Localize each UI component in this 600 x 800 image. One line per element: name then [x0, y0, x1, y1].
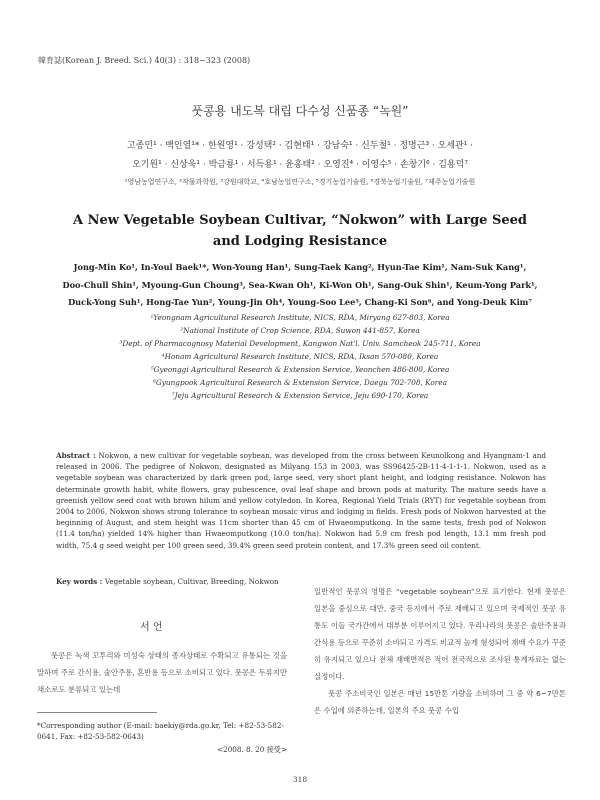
english-affiliation-6: ⁶Gyungpook Agricultural Research & Extension Service, Daegu 702-708, Korea	[153, 378, 447, 387]
abstract-label: Abstract :	[56, 451, 99, 460]
korean-affiliations: ¹영남농업연구소, ²작물과학원, ³강원대학교, ⁴호남농업연구소, ⁵경기농업기술원, ⁶경북농업기술원, ⁷제주농업기술원	[124, 178, 476, 186]
intro-left-paragraph: 풋콩은 녹색 꼬투리와 미성숙 상태의 종자상태로 수확되고 유통되는 것을 말하며 주로 간식용, 술안주용, 혼반용 등으로 소비되고 있다. 풋콩은 두류지만 채소로도 분류되고 있는데	[37, 651, 287, 694]
abstract	[56, 450, 546, 551]
footnote-divider	[37, 712, 157, 713]
english-affiliation-5: ⁵Gyeonggi Agricultural Research & Extension Service, Yeonchen 486-800, Korea	[150, 365, 450, 374]
corresponding-author-footnote: *Corresponding author (E-mail: baekiy@rda.go.kr, Tel: +82-53-582-0641, Fax: +82-53-582-0643)	[37, 721, 284, 741]
page-number: 318	[292, 775, 308, 784]
english-authors-line-3: Duck-Yong Suh¹, Hong-Tae Yun², Young-Jin Oh⁴, Young-Soo Lee⁵, Chang-Ki Son⁶, and Yong-Deuk Kim⁷	[68, 297, 532, 307]
abstract-text: Nokwon, a new cultivar for vegetable soybean, was developed from the cross between Keunolkong and Hyangnam-1 and released in 2006. The pedigree of Nokwon, designated as Milyang 153 in 2003, was SS96425-2B-11-4-1-1-1. Nokwon, used as a vegetable soybean was characterized by dark green pod, large seed, very short plant height, and lodging resistance. Nokwon has determinate growth habit, white flowers, gray pubescence, oval leaf shape and brown pods at maturity. The mature seeds have a greenish yellow seed coat with brown hilum and yellow cotyledon. In Korea, Regional Yield Trials (RYT) for vegetable soybean from 2004 to 2006, Nokwon shows strong tolerance to soybean mosaic virus and lodging in fields. Fresh pods of Nokwon harvested at the beginning of August, and stem height was 11cm shorter than 45 cm of Hwaeomputkong. In the same tests, fresh pod of Nokwon (11.4 ton/ha) yielded 14% higher than Hwaeomputkong (10.0 ton/ha). Nokwon had 5.9 cm fresh pod length, 13.1 mm fresh pod width, 75.4 g seed weight per 100 green seed, 39.4% green seed protein content, and 17.3% green seed oil content.	[56, 451, 546, 550]
english-title-line-2: and Lodging Resistance	[212, 234, 388, 249]
korean-title: 풋콩용 내도복 대립 다수성 신품종 “녹원”	[191, 104, 409, 118]
english-title	[40, 210, 560, 252]
english-authors-line-1: Jong-Min Ko¹, In-Youl Baek¹*, Won-Young Han¹, Sung-Taek Kang², Hyun-Tae Kim¹, Nam-Suk Kang¹,	[73, 262, 527, 272]
section-heading-introduction: 서 언	[140, 622, 163, 633]
korean-authors-line-1: 고종민¹ · 백인열¹* · 한원영¹ · 강성택² · 김현태¹ · 강남숙¹ · 신두철¹ · 정명근³ · 오세관¹ ·	[126, 141, 474, 151]
keywords-text: Vegetable soybean, Cultivar, Breeding, Nokwon	[104, 577, 279, 586]
intro-right-paragraph-1: 일반적인 풋콩의 영명은 “vegetable soybean”으로 표기한다. 현재 풋콩은 일본을 중심으로 대만, 중국 등지에서 주로 재배되고 있으며 국제적인 풋콩 유통도 이들 국가간에서 대부분 이루어지고 있다. 우리나라의 풋콩은 술안주용과 간식용 등으로 꾸준히 소비되고 가격도 비교적 높게 형성되어 재배 수요가 꾸준히 유지되고 있으나 전체 재배면적은 적어 전국적으로 조사된 통계자료는 없는 실정이다.	[314, 587, 566, 681]
keywords-label: Key words :	[56, 577, 105, 586]
english-affiliation-4: ⁴Honam Agricultural Research Institute, NICS, RDA, Iksan 570-080, Korea	[161, 352, 439, 361]
intro-left-column	[37, 647, 287, 698]
english-affiliation-7: ⁷Jeju Agricultural Research & Extension Service, Jeju 690-170, Korea	[171, 391, 429, 400]
english-affiliation-2: ²National Institute of Crop Science, RDA, Suwon 441-857, Korea	[180, 326, 420, 335]
korean-authors-line-2: 오기원¹ · 신상욱¹ · 박금룡¹ · 서득용¹ · 윤홍태² · 오영진⁴ · 이영수⁵ · 손창기⁶ · 김용덕⁷	[132, 160, 468, 170]
english-affiliation-3: ³Dept. of Pharmacognosy Material Development, Kangwon Nat'l. Univ. Samcheok 245-711, Korea	[119, 339, 481, 348]
english-title-line-1: A New Vegetable Soybean Cultivar, “Nokwon” with Large Seed	[72, 213, 528, 228]
english-authors-line-2: Doo-Chull Shin¹, Myoung-Gun Choung³, Sea-Kwan Oh¹, Ki-Won Oh¹, Sang-Ouk Shin¹, Keum-Yong Park¹,	[62, 280, 538, 290]
intro-right-paragraph-2: 풋콩 주소비국인 일본은 매년 15만톤 가량을 소비하며 그 중 약 6~7만톤은 수입에 의존하는데, 일본의 주요 풋콩 수입	[314, 689, 566, 715]
intro-right-column	[314, 583, 566, 719]
english-affiliation-1: ¹Yeongnam Agricultural Research Institute, NICS, RDA, Miryang 627-803, Korea	[150, 313, 450, 322]
received-date: <2008. 8. 20 接受>	[217, 745, 287, 754]
journal-citation: 韓育誌(Korean J. Breed. Sci.) 40(3) : 318~323 (2008)	[38, 56, 251, 65]
